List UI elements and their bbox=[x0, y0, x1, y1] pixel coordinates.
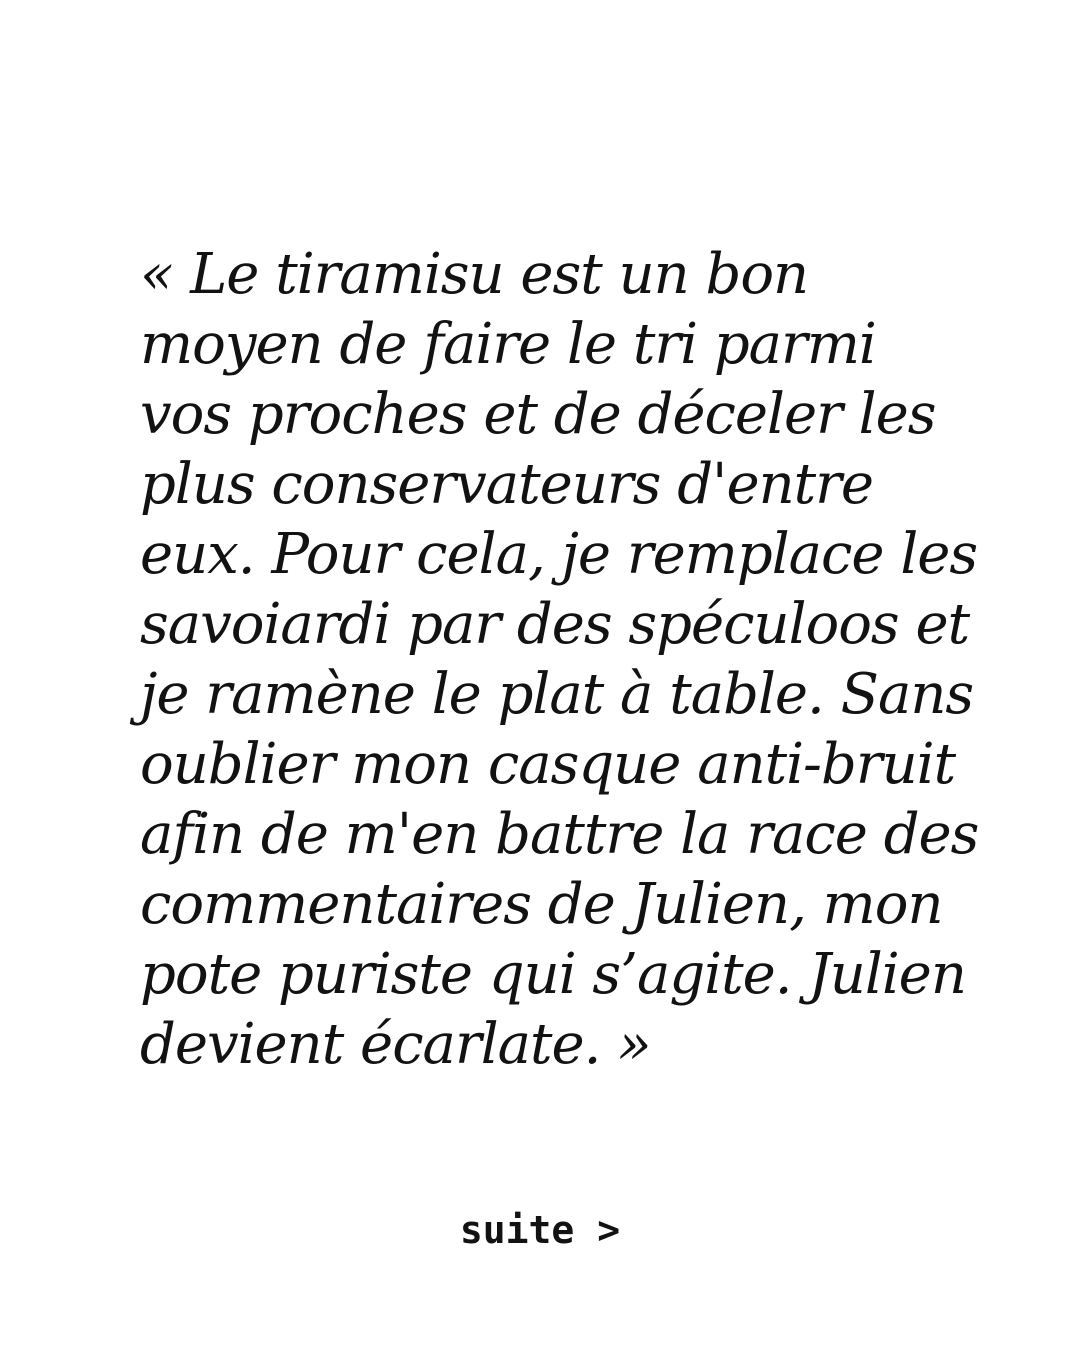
quote-line: pote puriste qui s’agite. Julien bbox=[140, 942, 966, 1007]
quote-line: vos proches et de déceler les bbox=[140, 382, 936, 447]
quote-line: savoiardi par des spéculoos et bbox=[140, 592, 970, 657]
quote-line: moyen de faire le tri parmi bbox=[140, 312, 876, 377]
footer bbox=[0, 1208, 1080, 1252]
quote-line: devient écarlate. » bbox=[140, 1012, 651, 1077]
quote-line: afin de m'en battre la race des bbox=[140, 802, 979, 867]
quote-line: plus conservateurs d'entre bbox=[140, 452, 874, 517]
quote-line: « Le tiramisu est un bon bbox=[140, 242, 809, 307]
quote-text bbox=[140, 240, 978, 1080]
quote-line: eux. Pour cela, je remplace les bbox=[140, 522, 978, 587]
next-button[interactable]: suite > bbox=[459, 1208, 621, 1252]
quote-line: commentaires de Julien, mon bbox=[140, 872, 943, 937]
quote-line: oublier mon casque anti-bruit bbox=[140, 732, 956, 797]
quote-line: je ramène le plat à table. Sans bbox=[140, 662, 974, 727]
